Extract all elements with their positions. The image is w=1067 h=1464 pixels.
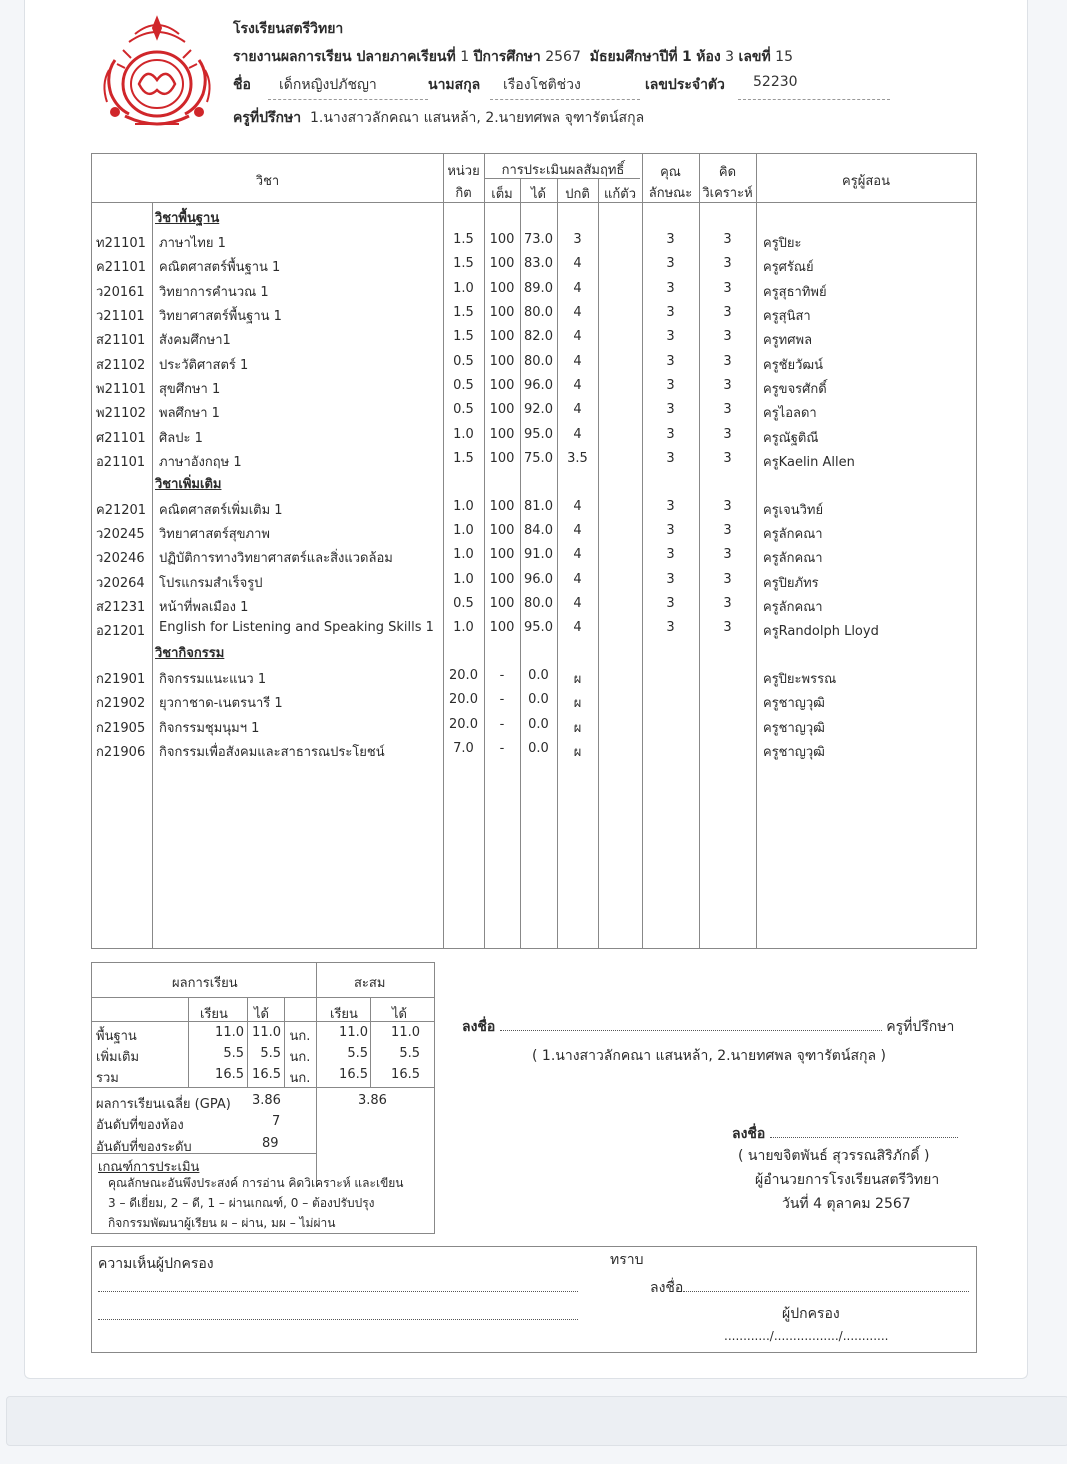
cell-teacher: ครูRandolph Lloyd: [763, 624, 879, 639]
group-title-additional: วิชาเพิ่มเติม: [155, 477, 222, 492]
cell-credit: 1.5: [453, 305, 474, 320]
cell-full: 100: [489, 620, 515, 635]
cell-credit: 1.0: [453, 499, 474, 514]
table-row: [92, 228, 976, 252]
summary-got: 5.5: [260, 1046, 281, 1061]
cell-credit: 0.5: [453, 402, 474, 417]
summary-unit: นก.: [289, 1029, 311, 1044]
cell-teacher: ครูเจนวิทย์: [763, 503, 824, 518]
cell-full: 100: [489, 281, 515, 296]
cell-grade: 4: [573, 402, 582, 417]
cell-grade: ผ: [573, 745, 582, 760]
student-info: ชื่อ เด็กหญิงปภัชญา นามสกุล เรืองโชติช่วง เลขประจำตัว 52230: [233, 74, 251, 96]
cell-got: 96.0: [524, 378, 553, 393]
cell-teacher: ครูKaelin Allen: [763, 455, 855, 470]
cell-teacher: ครูชาญวุฒิ: [763, 696, 825, 711]
cell-teacher: ครูขจรศักดิ์: [763, 382, 827, 397]
cell-grade: 4: [573, 354, 582, 369]
cell-credit: 0.5: [453, 596, 474, 611]
cell-full: 100: [489, 596, 515, 611]
cell-got: 80.0: [524, 354, 553, 369]
cell-teacher: ครูณัฐติณี: [763, 431, 819, 446]
criteria-line-1: คุณลักษณะอันพึงประสงค์ การอ่าน คิดวิเคราะห์ และเขียน: [108, 1176, 404, 1190]
school-seal-logo: [95, 14, 219, 136]
cell-full: -: [499, 692, 505, 707]
cell-got: 81.0: [524, 499, 553, 514]
cell-name: สุขศึกษา 1: [159, 382, 221, 397]
cell-full: 100: [489, 354, 515, 369]
cell-char: 3: [666, 305, 675, 320]
cell-think: 3: [723, 596, 732, 611]
cell-full: 100: [489, 329, 515, 344]
cell-teacher: ครูชาญวุฒิ: [763, 745, 825, 760]
cell-code: ส21231: [96, 600, 146, 615]
cell-name: สังคมศึกษา1: [159, 333, 231, 348]
parent-date-pattern[interactable]: ............/................./............: [724, 1329, 889, 1343]
parent-ack-label: ทราบ: [610, 1252, 644, 1268]
rank-room-label: อันดับที่ของห้อง: [96, 1118, 184, 1133]
cell-code: ว21101: [96, 309, 145, 324]
cell-name: วิทยาศาสตร์สุขภาพ: [159, 527, 270, 542]
header-full: เต็ม: [491, 187, 513, 202]
header-normal: ปกติ: [565, 187, 590, 202]
table-row: [92, 350, 976, 374]
signature-dots[interactable]: [683, 1291, 969, 1292]
cell-char: 3: [666, 354, 675, 369]
cell-code: ก21901: [96, 672, 146, 687]
cell-got: 89.0: [524, 281, 553, 296]
school-name: โรงเรียนสตรีวิทยา: [233, 21, 344, 37]
cell-credit: 20.0: [449, 692, 478, 707]
cell-got: 96.0: [524, 572, 553, 587]
summary-study: 5.5: [223, 1046, 244, 1061]
header-achievement: การประเมินผลสัมฤทธิ์: [501, 163, 625, 178]
summary-col-got: ได้: [254, 1007, 269, 1022]
cell-char: 3: [666, 523, 675, 538]
cell-name: ยุวกาชาด-เนตรนารี 1: [159, 696, 283, 711]
cell-name: ภาษาไทย 1: [159, 236, 226, 251]
cell-full: 100: [489, 499, 515, 514]
summary-got: 11.0: [252, 1025, 281, 1040]
summary-study: 11.0: [215, 1025, 244, 1040]
advisor-signature-line: ลงชื่อ ครูที่ปรึกษา: [462, 1019, 955, 1035]
header-credit-bottom: กิต: [455, 186, 472, 201]
cell-name: กิจกรรมชุมนุมฯ 1: [159, 721, 260, 736]
cell-teacher: ครูศรัณย์: [763, 260, 814, 275]
cell-code: ว20161: [96, 285, 145, 300]
cell-grade: 4: [573, 620, 582, 635]
cell-grade: 3.5: [567, 451, 588, 466]
table-row: [92, 495, 976, 519]
cell-name: โปรแกรมสำเร็จรูป: [159, 576, 263, 591]
cell-credit: 1.5: [453, 232, 474, 247]
cell-credit: 1.0: [453, 427, 474, 442]
cell-teacher: ครูปิยะพรรณ: [763, 672, 837, 687]
cell-code: ส21102: [96, 358, 146, 373]
name-underline: [268, 99, 428, 100]
cell-full: 100: [489, 256, 515, 271]
director-role: ผู้อำนวยการโรงเรียนสตรีวิทยา: [755, 1172, 940, 1188]
header-think-top: คิด: [718, 165, 737, 180]
cell-grade: 4: [573, 256, 582, 271]
cell-think: 3: [723, 427, 732, 442]
summary-unit: นก.: [289, 1050, 311, 1065]
summary-cum-got: 16.5: [391, 1067, 420, 1082]
summary-box: [91, 962, 435, 1234]
cell-got: 91.0: [524, 547, 553, 562]
table-row: [92, 568, 976, 592]
rank-level-label: อันดับที่ของระดับ: [96, 1140, 192, 1155]
summary-results-title: ผลการเรียน: [172, 976, 238, 991]
summary-study: 16.5: [215, 1067, 244, 1082]
cell-full: 100: [489, 232, 515, 247]
director-name: ( นายขจิตพันธ์ สุวรรณสิริภักดิ์ ): [738, 1148, 930, 1164]
cell-think: 3: [723, 620, 732, 635]
cell-teacher: ครูลักคณา: [763, 527, 823, 542]
parent-comment-box: [91, 1246, 977, 1353]
cell-char: 3: [666, 256, 675, 271]
cell-teacher: ครูสุนิสา: [763, 309, 811, 324]
cell-full: 100: [489, 451, 515, 466]
cell-code: ว20246: [96, 551, 145, 566]
summary-cum-got: ได้: [392, 1007, 407, 1022]
report-date: วันที่ 4 ตุลาคม 2567: [782, 1196, 911, 1212]
cell-credit: 20.0: [449, 717, 478, 732]
cell-name: ศิลปะ 1: [159, 431, 203, 446]
summary-label: รวม: [96, 1071, 119, 1086]
parent-role: ผู้ปกครอง: [782, 1306, 840, 1322]
cell-think: 3: [723, 523, 732, 538]
rank-room-value: 7: [272, 1114, 281, 1129]
parent-comment-label: ความเห็นผู้ปกครอง: [98, 1256, 214, 1272]
table-row: [92, 543, 976, 567]
cell-grade: 3: [573, 232, 582, 247]
cell-teacher: ครูชัยวัฒน์: [763, 358, 824, 373]
cell-char: 3: [666, 427, 675, 442]
cell-name: English for Listening and Speaking Skills 1: [159, 620, 434, 635]
header-subject: วิชา: [255, 174, 280, 189]
cell-teacher: ครูสุธาทิพย์: [763, 285, 827, 300]
cell-name: พลศึกษา 1: [159, 406, 220, 421]
cell-got: 0.0: [528, 741, 549, 756]
table-row: [92, 374, 976, 398]
table-row: [92, 713, 976, 737]
table-row: [92, 737, 976, 761]
summary-cum-study: 16.5: [339, 1067, 368, 1082]
cell-think: 3: [723, 281, 732, 296]
cell-got: 0.0: [528, 692, 549, 707]
cell-got: 82.0: [524, 329, 553, 344]
cell-credit: 1.0: [453, 572, 474, 587]
cell-credit: 1.0: [453, 523, 474, 538]
signature-dots: [500, 1030, 882, 1031]
cell-teacher: ครูชาญวุฒิ: [763, 721, 825, 736]
cell-credit: 0.5: [453, 354, 474, 369]
table-row: [92, 664, 976, 688]
cell-full: 100: [489, 547, 515, 562]
comment-line-2[interactable]: [98, 1319, 578, 1320]
cell-name: ภาษาอังกฤษ 1: [159, 455, 242, 470]
cell-char: 3: [666, 232, 675, 247]
cell-credit: 1.5: [453, 256, 474, 271]
bottom-panel: [6, 1396, 1067, 1446]
signature-dots: [770, 1137, 958, 1138]
cell-full: 100: [489, 572, 515, 587]
table-row: [92, 277, 976, 301]
advisor-info: ครูที่ปรึกษา 1.นางสาวลักคณา แสนหล้า, 2.นายทศพล จุฑารัตน์สกุล: [233, 110, 645, 126]
cell-full: 100: [489, 378, 515, 393]
cell-code: พ21102: [96, 406, 146, 421]
id-underline: [738, 99, 890, 100]
group-title-activity: วิชากิจกรรม: [155, 646, 225, 661]
summary-cum-got: 11.0: [391, 1025, 420, 1040]
summary-cum-study: 5.5: [347, 1046, 368, 1061]
cell-got: 95.0: [524, 427, 553, 442]
cell-got: 84.0: [524, 523, 553, 538]
cell-name: วิทยาการคำนวณ 1: [159, 285, 269, 300]
summary-got: 16.5: [252, 1067, 281, 1082]
gpa-value: 3.86: [252, 1093, 281, 1108]
cell-name: กิจกรรมแนะแนว 1: [159, 672, 267, 687]
table-row: [92, 423, 976, 447]
cell-credit: 1.5: [453, 329, 474, 344]
table-row: [92, 325, 976, 349]
cell-grade: 4: [573, 572, 582, 587]
report-title: รายงานผลการเรียน ปลายภาคเรียนที่ 1 ปีการศึกษา 2567 มัธยมศึกษาปีที่ 1 ห้อง 3 เลขที่ 15: [233, 49, 793, 65]
cell-char: 3: [666, 329, 675, 344]
cell-think: 3: [723, 305, 732, 320]
cell-char: 3: [666, 378, 675, 393]
advisor-names: ( 1.นางสาวลักคณา แสนหล้า, 2.นายทศพล จุฑารัตน์สกุล ): [532, 1048, 886, 1064]
cell-full: 100: [489, 305, 515, 320]
header-teacher: ครูผู้สอน: [842, 174, 890, 189]
cell-think: 3: [723, 329, 732, 344]
cell-full: 100: [489, 427, 515, 442]
cell-code: ก21906: [96, 745, 146, 760]
cell-grade: ผ: [573, 721, 582, 736]
cell-got: 80.0: [524, 596, 553, 611]
cell-char: 3: [666, 499, 675, 514]
parent-signature-line: ลงชื่อ: [650, 1277, 969, 1299]
cell-grade: 4: [573, 305, 582, 320]
cell-grade: 4: [573, 499, 582, 514]
cell-teacher: ครูปิยภัทร: [763, 576, 819, 591]
criteria-line-2: 3 – ดีเยี่ยม, 2 – ดี, 1 – ผ่านเกณฑ์, 0 – ต้องปรับปรุง: [108, 1196, 375, 1210]
cell-char: 3: [666, 547, 675, 562]
header-got: ได้: [531, 187, 546, 202]
summary-cum-got: 5.5: [399, 1046, 420, 1061]
cell-code: อ21101: [96, 455, 146, 470]
cell-got: 95.0: [524, 620, 553, 635]
cell-credit: 20.0: [449, 668, 478, 683]
summary-label: เพิ่มเติม: [96, 1050, 140, 1065]
cell-grade: 4: [573, 281, 582, 296]
cell-name: คณิตศาสตร์เพิ่มเติม 1: [159, 503, 283, 518]
cell-full: -: [499, 668, 505, 683]
cell-code: ศ21101: [96, 431, 146, 446]
cell-code: ท21101: [96, 236, 146, 251]
cell-char: 3: [666, 596, 675, 611]
summary-label: พื้นฐาน: [96, 1029, 137, 1044]
gpa-cumulative-value: 3.86: [358, 1093, 387, 1108]
table-row: [92, 592, 976, 616]
header-credit-top: หน่วย: [447, 164, 480, 179]
cell-name: คณิตศาสตร์พื้นฐาน 1: [159, 260, 281, 275]
cell-code: ค21101: [96, 260, 147, 275]
cell-name: วิทยาศาสตร์พื้นฐาน 1: [159, 309, 282, 324]
cell-grade: 4: [573, 523, 582, 538]
cell-got: 83.0: [524, 256, 553, 271]
cell-teacher: ครูไอลดา: [763, 406, 817, 421]
cell-got: 73.0: [524, 232, 553, 247]
cell-code: ก21902: [96, 696, 146, 711]
cell-credit: 1.0: [453, 547, 474, 562]
cell-grade: 4: [573, 329, 582, 344]
cell-grade: 4: [573, 427, 582, 442]
cell-teacher: ครูลักคณา: [763, 551, 823, 566]
cell-char: 3: [666, 402, 675, 417]
cell-think: 3: [723, 256, 732, 271]
cell-full: -: [499, 741, 505, 756]
cell-credit: 0.5: [453, 378, 474, 393]
director-signature-line: ลงชื่อ: [732, 1123, 958, 1145]
cell-name: หน้าที่พลเมือง 1: [159, 600, 249, 615]
cell-think: 3: [723, 499, 732, 514]
table-row: [92, 688, 976, 712]
cell-grade: ผ: [573, 696, 582, 711]
cell-char: 3: [666, 572, 675, 587]
cell-think: 3: [723, 547, 732, 562]
grades-table: [91, 153, 977, 949]
header-char-top: คุณ: [660, 165, 681, 180]
criteria-line-3: กิจกรรมพัฒนาผู้เรียน ผ – ผ่าน, มผ – ไม่ผ่าน: [108, 1216, 336, 1230]
gpa-label: ผลการเรียนเฉลี่ย (GPA): [96, 1097, 231, 1112]
cell-code: พ21101: [96, 382, 146, 397]
summary-cum-study: เรียน: [330, 1007, 358, 1022]
cell-teacher: ครูลักคณา: [763, 600, 823, 615]
summary-cum-study: 11.0: [339, 1025, 368, 1040]
cell-char: 3: [666, 451, 675, 466]
cell-credit: 1.0: [453, 281, 474, 296]
summary-cumulative-title: สะสม: [354, 976, 386, 991]
student-surname: เรืองโชติช่วง: [503, 77, 581, 93]
summary-col-study: เรียน: [200, 1007, 228, 1022]
header-char-bottom: ลักษณะ: [648, 186, 693, 201]
cell-think: 3: [723, 451, 732, 466]
cell-grade: 4: [573, 596, 582, 611]
table-row: [92, 447, 976, 471]
cell-got: 0.0: [528, 668, 549, 683]
cell-grade: 4: [573, 378, 582, 393]
cell-code: ว20264: [96, 576, 145, 591]
cell-name: กิจกรรมเพื่อสังคมและสาธารณประโยชน์: [159, 745, 385, 760]
rank-level-value: 89: [262, 1136, 279, 1151]
header-retake: แก้ตัว: [604, 187, 636, 202]
table-row: [92, 519, 976, 543]
summary-unit: นก.: [289, 1071, 311, 1086]
cell-got: 92.0: [524, 402, 553, 417]
cell-code: ส21101: [96, 333, 146, 348]
cell-credit: 7.0: [453, 741, 474, 756]
cell-got: 80.0: [524, 305, 553, 320]
comment-line-1[interactable]: [98, 1291, 578, 1292]
cell-char: 3: [666, 620, 675, 635]
cell-name: ปฏิบัติการทางวิทยาศาสตร์และสิ่งแวดล้อม: [159, 551, 393, 566]
cell-credit: 1.5: [453, 451, 474, 466]
cell-char: 3: [666, 281, 675, 296]
cell-think: 3: [723, 354, 732, 369]
cell-credit: 1.0: [453, 620, 474, 635]
cell-teacher: ครูปิยะ: [763, 236, 802, 251]
student-id: 52230: [753, 74, 798, 90]
cell-full: 100: [489, 402, 515, 417]
student-name: เด็กหญิงปภัชญา: [279, 77, 377, 93]
cell-think: 3: [723, 378, 732, 393]
table-row: [92, 398, 976, 422]
cell-think: 3: [723, 572, 732, 587]
cell-full: 100: [489, 523, 515, 538]
header-think-bottom: วิเคราะห์: [702, 186, 753, 201]
cell-code: อ21201: [96, 624, 146, 639]
cell-grade: 4: [573, 547, 582, 562]
table-row: [92, 616, 976, 640]
surname-underline: [490, 99, 640, 100]
group-title-core: วิชาพื้นฐาน: [155, 211, 220, 226]
cell-got: 0.0: [528, 717, 549, 732]
cell-teacher: ครูทศพล: [763, 333, 813, 348]
cell-full: -: [499, 717, 505, 732]
cell-code: ว20245: [96, 527, 145, 542]
cell-got: 75.0: [524, 451, 553, 466]
table-row: [92, 252, 976, 276]
criteria-title: เกณฑ์การประเมิน: [98, 1160, 200, 1175]
table-row: [92, 301, 976, 325]
cell-name: ประวัติศาสตร์ 1: [159, 358, 249, 373]
cell-code: ค21201: [96, 503, 147, 518]
cell-think: 3: [723, 402, 732, 417]
cell-think: 3: [723, 232, 732, 247]
cell-code: ก21905: [96, 721, 146, 736]
cell-grade: ผ: [573, 672, 582, 687]
